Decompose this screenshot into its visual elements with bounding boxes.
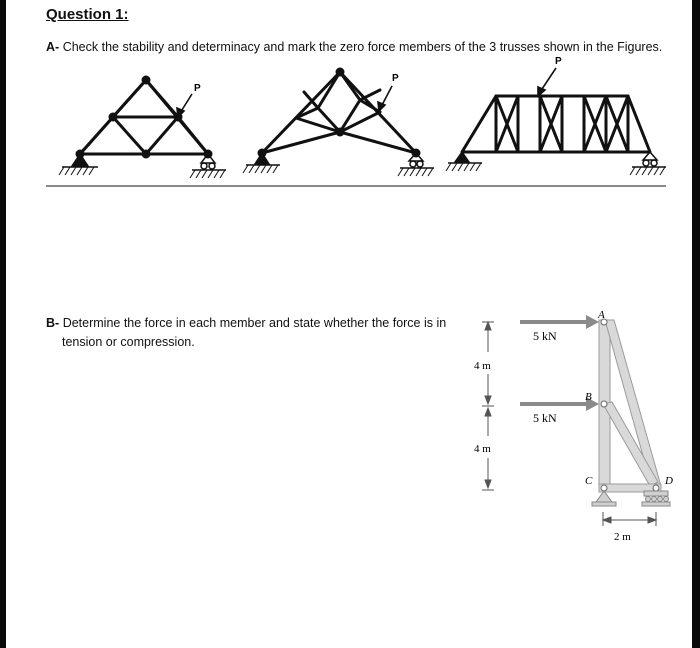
joint-label-c: C [585,475,593,487]
question-title: Question 1: [46,6,129,23]
height-label-top: 4 m [474,360,491,372]
truss-2-load-label: P [392,73,399,84]
part-a-instruction: Check the stability and determinacy and mark the zero force members of the 3 trusses shown in the Figures. [62,40,663,54]
force-label-b: 5 kN [533,411,557,425]
part-b-label: B- [46,316,60,330]
truss-3-load-label: P [555,56,562,67]
joint-label-b: B [585,391,592,403]
joint-label-d: D [665,475,673,487]
width-label: 2 m [614,531,631,543]
pin-support-c [596,491,612,502]
roller-support-d [644,491,668,496]
part-a-label: A- [46,40,60,54]
force-arrow-b [520,402,592,406]
force-label-a: 5 kN [533,329,557,343]
force-arrow-a [520,320,592,324]
joint-label-a: A [598,309,605,321]
part-b-line1: Determine the force in each member and state whether the force is in [62,316,447,330]
height-label-bottom: 4 m [474,443,491,455]
part-b-line2: tension or compression. [62,335,195,349]
member-bd [603,402,658,486]
truss-1-load-label: P [194,83,201,94]
